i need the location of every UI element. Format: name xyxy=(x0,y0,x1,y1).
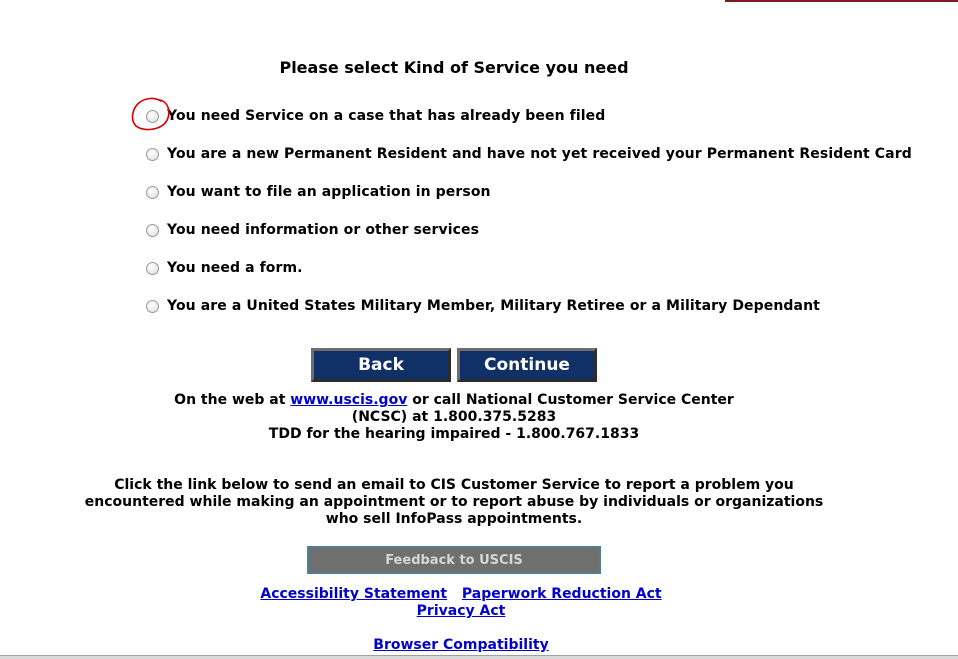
option-label: You are a new Permanent Resident and have not yet received your Permanent Resident Card xyxy=(167,146,912,162)
contact-line-1 xyxy=(0,392,908,409)
page-heading: Please select Kind of Service you need xyxy=(279,58,629,77)
service-option-filed-case[interactable] xyxy=(146,106,605,126)
privacy-act-link[interactable]: Privacy Act xyxy=(416,603,506,619)
option-label: You need information or other services xyxy=(167,222,480,238)
contact-info xyxy=(0,392,908,443)
radio-button[interactable] xyxy=(146,186,159,199)
continue-button[interactable]: Continue xyxy=(457,348,597,382)
option-label: You are a United States Military Member, Military Retiree or a Military Dependant xyxy=(167,298,820,314)
feedback-button[interactable]: Feedback to USCIS xyxy=(309,548,599,572)
footer-links-row-1 xyxy=(0,586,922,602)
uscis-website-link[interactable]: www.uscis.gov xyxy=(290,392,408,408)
service-option-new-permanent-resident[interactable] xyxy=(146,144,912,164)
radio-button[interactable] xyxy=(146,300,159,313)
service-option-file-in-person[interactable] xyxy=(146,182,491,202)
contact-line-2: (NCSC) at 1.800.375.5283 xyxy=(351,409,557,425)
back-button[interactable]: Back xyxy=(311,348,451,382)
service-option-military[interactable] xyxy=(146,296,820,316)
contact-suffix: or call National Customer Service Center xyxy=(412,392,734,408)
footer-links-row-2 xyxy=(0,603,922,619)
contact-prefix: On the web at xyxy=(174,392,286,408)
notice-line-3: who sell InfoPass appointments. xyxy=(325,511,583,527)
bottom-scrollbar-edge xyxy=(0,655,958,659)
footer-links-row-3 xyxy=(0,637,922,653)
radio-button[interactable] xyxy=(146,262,159,275)
option-label: You want to file an application in person xyxy=(167,184,491,200)
notice-line-1: Click the link below to send an email to CIS Customer Service to report a problem you xyxy=(114,477,794,493)
service-option-form[interactable] xyxy=(146,258,303,278)
radio-button[interactable] xyxy=(146,148,159,161)
option-label: You need a form. xyxy=(167,260,303,276)
service-option-information[interactable] xyxy=(146,220,479,240)
notice-line-2: encountered while making an appointment or to report abuse by individuals or organizations xyxy=(84,494,824,510)
radio-button[interactable] xyxy=(146,110,159,123)
report-notice xyxy=(0,477,908,528)
button-row xyxy=(311,348,597,382)
radio-button[interactable] xyxy=(146,224,159,237)
top-accent-line xyxy=(725,0,958,2)
option-label: You need Service on a case that has already been filed xyxy=(167,108,606,124)
accessibility-statement-link[interactable]: Accessibility Statement xyxy=(260,586,448,602)
feedback-button-frame xyxy=(307,546,601,574)
browser-compatibility-link[interactable]: Browser Compatibility xyxy=(373,637,549,653)
contact-line-3: TDD for the hearing impaired - 1.800.767.1833 xyxy=(268,426,640,442)
paperwork-reduction-act-link[interactable]: Paperwork Reduction Act xyxy=(461,586,662,602)
